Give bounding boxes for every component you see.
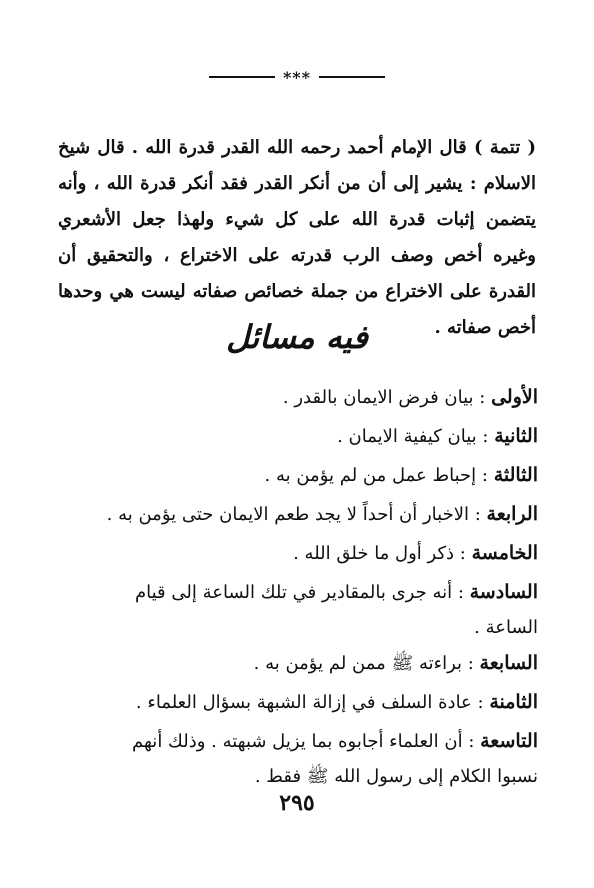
- question-number: الثالثة: [493, 464, 538, 486]
- question-number: الثانية: [494, 425, 538, 447]
- question-text: ذكر أول ما خلق الله .: [293, 543, 455, 564]
- question-separator: :: [462, 731, 481, 752]
- question-text: عادة السلف في إزالة الشبهة بسؤال العلماء .: [135, 692, 472, 713]
- question-item: [56, 456, 538, 495]
- ornament-rule-right: [319, 76, 385, 78]
- question-separator: :: [454, 543, 472, 564]
- intro-paragraph: ( تتمة ) قال الإمام أحمد رحمه الله القدر قدرة الله . قال شيخ الاسلام : يشير إلى أن من أنكر القدر فقد أنكر قدرة الله ، وأنه يتضمن إثبات قدرة الله على كل شيء ولهذا جعل الأشعري وغيره أخص وصف الرب قدرته على الاختراع ، والتحقيق أن القدرة على الاختراع من جملة خصائص صفاته ليست هي وحدها أخص صفاته .: [58, 137, 536, 338]
- question-item: [56, 495, 538, 534]
- question-number: السابعة: [479, 652, 538, 674]
- ornament-rule-left: [209, 76, 275, 78]
- question-number: الخامسة: [471, 542, 538, 564]
- question-item: [56, 417, 538, 456]
- question-item: [56, 378, 538, 417]
- question-text: الاخبار أن أحداً لا يجد طعم الايمان حتى يؤمن به .: [106, 504, 469, 525]
- question-number: الرابعة: [486, 503, 538, 525]
- question-text: إحباط عمل من لم يؤمن به .: [264, 465, 477, 486]
- section-heading: فيه مسائل: [226, 318, 368, 356]
- page-number: ٢٩٥: [279, 790, 315, 816]
- question-separator: :: [476, 465, 494, 486]
- question-text: بيان فرض الايمان بالقدر .: [282, 387, 474, 408]
- question-text: أنه جرى بالمقادير في تلك الساعة إلى قيام: [135, 582, 453, 603]
- question-separator: :: [462, 653, 480, 674]
- question-number: الأولى: [491, 386, 538, 408]
- question-item: [56, 683, 538, 722]
- question-separator: :: [473, 387, 492, 408]
- question-separator: :: [452, 582, 470, 603]
- question-text-continued: الساعة .: [474, 617, 538, 638]
- question-separator: :: [469, 504, 487, 525]
- question-number: الثامنة: [489, 691, 538, 713]
- question-text: أن العلماء أجابوه بما يزيل شبهته . وذلك أنهم: [132, 731, 463, 752]
- questions-list: [56, 378, 538, 793]
- question-item: [56, 644, 538, 683]
- question-separator: :: [476, 426, 495, 447]
- question-item: [56, 534, 538, 573]
- section-ornament: [0, 62, 594, 92]
- question-separator: :: [471, 692, 490, 713]
- question-number: السادسة: [469, 581, 538, 603]
- ornament-stars: ***: [282, 67, 312, 87]
- question-text-continued: نسبوا الكلام إلى رسول الله ﷺ فقط .: [254, 766, 538, 787]
- question-text: بيان كيفية الايمان .: [337, 426, 477, 447]
- question-text: براءته ﷺ ممن لم يؤمن به .: [253, 653, 463, 674]
- question-item: [56, 722, 538, 793]
- question-number: التاسعة: [480, 730, 538, 752]
- question-item: [56, 573, 538, 644]
